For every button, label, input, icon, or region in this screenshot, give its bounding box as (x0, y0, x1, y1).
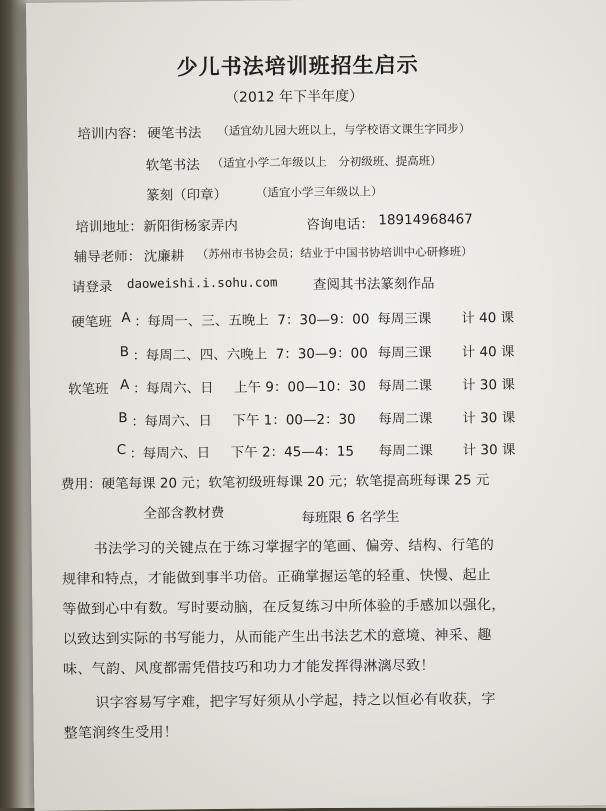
notice-title: 少儿书法培训班招生启示 (176, 52, 419, 80)
content-item-note: （适宜幼儿园大班以上，与学校语文课生字同步） (217, 121, 471, 139)
schedule-class: A (121, 309, 131, 327)
paragraph-line: 识字容易写字难，把字写好须从小学起，持之以恒必有收获，字 (95, 691, 496, 712)
schedule-total: 计 30 课 (462, 441, 516, 459)
schedule-row: 硬笔班 A ： 每周一、三、五晚上 7：30—9：00 每周三课 计 40 课 (26, 0, 606, 3)
schedule-row: 软笔班 A ： 每周六、日 上午 9：00—10：30 每周二课 计 30 课 (26, 0, 606, 3)
schedule-frequency: 每周二课 (378, 442, 433, 460)
paragraph-line: 以致达到实际的书写能力，从而能产生出书法艺术的意境、神采、趣 (62, 627, 492, 648)
class-size-limit: 每班限 6 名学生 (301, 509, 400, 527)
website-url: daoweishi.i.sohu.com (126, 274, 278, 291)
schedule-group: 硬笔班 (71, 314, 112, 331)
schedule-total: 计 30 课 (461, 376, 515, 394)
content-item-note: （适宜小学三年级以上） (255, 184, 383, 200)
schedule-total: 计 40 课 (461, 309, 515, 327)
schedule-class: C (116, 442, 127, 459)
notice-paper (26, 0, 606, 811)
content-label: 培训内容： (77, 125, 145, 143)
teacher-note: （苏州市书协会员；结业于中国书协培训中心研修班） (196, 244, 473, 262)
schedule-time: 上午 9：00—10：30 (233, 378, 367, 396)
website-prefix: 请登录 (71, 279, 113, 296)
content-item-name: 软笔书法 (145, 157, 200, 174)
schedule-row: B ： 每周二、四、六晚上 7：30—9：00 每周三课 计 40 课 (26, 0, 606, 3)
schedule-frequency: 每周二课 (377, 377, 433, 395)
schedule-time: 7：30—9：00 (275, 345, 368, 363)
paragraph-line: 书法学习的关键点在于练习掌握字的笔画、偏旁、结构、行笔的 (93, 537, 495, 558)
schedule-time: 下午 2：45—4：15 (230, 443, 355, 461)
address-value: 新阳街杨家弄内 (143, 217, 238, 235)
schedule-frequency: 每周三课 (377, 310, 432, 328)
schedule-days: 每周六、日 (142, 445, 211, 462)
schedule-row: B ： 每周六、日 下午 1：00—2：30 每周二课 计 30 课 (26, 0, 606, 3)
phone-label: 咨询电话： (306, 216, 374, 234)
fees-line: 费用：硬笔每课 20 元；软笔初级班每课 20 元；软笔提高班每课 25 元 (60, 472, 490, 493)
schedule-frequency: 每周二课 (378, 410, 433, 428)
content-item-note: （适宜小学二年级以上 分初级班、提高班） (211, 153, 442, 171)
schedule-class: B (119, 343, 130, 361)
schedule-total: 计 30 课 (462, 409, 516, 427)
paragraph-line: 等做到心中有数。写时要动脑，在反复练习中所体验的手感加以强化， (62, 597, 506, 618)
schedule-class: A (119, 376, 130, 394)
schedule-total: 计 40 课 (461, 343, 515, 361)
paragraph-line: 味、气韵、风度都需凭借技巧和功力才能发挥得淋漓尽致！ (62, 657, 435, 678)
schedule-class: B (118, 409, 128, 427)
schedule-row: C ： 每周六、日 下午 2：45—4：15 每周二课 计 30 课 (26, 0, 606, 3)
website-suffix: 查阅其书法篆刻作品 (312, 275, 435, 294)
paragraph-line: 整笔润终生受用！ (63, 724, 179, 742)
notice-subtitle: （2012 年下半年度） (224, 88, 364, 106)
schedule-days: 每周六、日 (144, 413, 212, 430)
content-item-name: 篆刻（印章） (145, 186, 228, 204)
phone-value: 18914968467 (378, 211, 473, 229)
address-label: 培训地址： (75, 218, 143, 236)
schedule-days: 每周一、三、五晚上 (147, 312, 269, 330)
teacher-label: 辅导老师： (73, 248, 142, 266)
schedule-group: 软笔班 (67, 381, 109, 398)
schedule-frequency: 每周三课 (377, 344, 432, 362)
schedule-days: 每周六、日 (145, 380, 214, 397)
paragraph-line: 规律和特点，才能做到事半功倍。正确掌握运笔的轻重、快慢、起止 (61, 567, 492, 588)
teacher-name: 沈廉耕 (143, 248, 185, 265)
schedule-time: 下午 1：00—2：30 (232, 411, 356, 429)
fees-materials: 全部含教材费 (143, 504, 225, 522)
schedule-time: 7：30—9：00 (277, 311, 370, 329)
schedule-days: 每周二、四、六晚上 (145, 346, 268, 364)
content-item-name: 硬笔书法 (147, 125, 202, 142)
